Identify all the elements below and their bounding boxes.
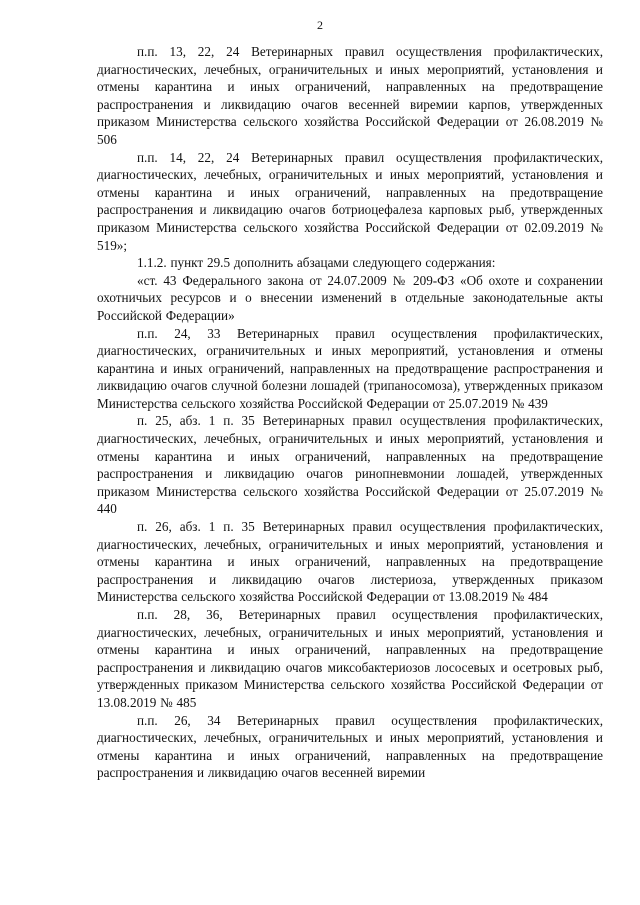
paragraph-2: п.п. 14, 22, 24 Ветеринарных правил осуществления профилактических, диагностических, лечебных, ограничительных и иных мероприятий, установления и отмены карантина и иных ограничений, направленных на предотвращение распространения и ликвидацию очагов ботриоцефалеза карповых рыб, утвержденных приказом Министерства сельского хозяйства Российской Федерации от 02.09.2019 № 519»; (97, 149, 603, 253)
document-body (97, 43, 603, 782)
paragraph-6: п. 25, абз. 1 п. 35 Ветеринарных правил осуществления профилактических, диагностических, лечебных, ограничительных и иных мероприятий, установления и отмены карантина и иных ограничений, направленных на предотвращение распространения и ликвидацию очагов ринопневмонии лошадей, утвержденных приказом Министерства сельского хозяйства Российской Федерации от 25.07.2019 № 440 (97, 413, 603, 517)
paragraph-9: п.п. 26, 34 Ветеринарных правил осуществления профилактических, диагностических, лечебных, ограничительных и иных мероприятий, установления и отмены карантина и иных ограничений, направленных на предотвращение распространения и ликвидацию очагов весенней виремии (97, 712, 603, 781)
paragraph-5: п.п. 24, 33 Ветеринарных правил осуществления профилактических, диагностических, ограничительных и иных мероприятий, установления и отмены карантина и иных ограничений, направленных на предотвращение распространения и ликвидацию очагов случной болезни лошадей (трипаносомоза), утвержденных приказом Министерства сельского хозяйства Российской Федерации от 25.07.2019 № 439 (97, 325, 603, 411)
paragraph-8: п.п. 28, 36, Ветеринарных правил осуществления профилактических, диагностических, лечебных, ограничительных и иных мероприятий, установления и отмены карантина и иных ограничений, направленных на предотвращение распространения и ликвидацию очагов миксобактериозов лососевых и осетровых рыб, утвержденных приказом Министерства сельского хозяйства Российской Федерации от 13.08.2019 № 485 (97, 607, 603, 710)
paragraph-3: 1.1.2. пункт 29.5 дополнить абзацами следующего содержания: (137, 255, 496, 271)
paragraph-4: «ст. 43 Федерального закона от 24.07.2009 № 209-ФЗ «Об охоте и сохранении охотничьих ресурсов и о внесении изменений в отдельные законодательные акты Российской Федерации» (97, 272, 603, 323)
paragraph-1: п.п. 13, 22, 24 Ветеринарных правил осуществления профилактических, диагностических, лечебных, ограничительных и иных мероприятий, установления и отмены карантина и иных ограничений, направленных на предотвращение распространения и ликвидацию очагов весенней виремии карпов, утвержденных приказом Министерства сельского хозяйства Российской Федерации от 26.08.2019 № 506 (97, 44, 603, 147)
page-number: 2 (317, 18, 323, 32)
paragraph-7: п. 26, абз. 1 п. 35 Ветеринарных правил осуществления профилактических, диагностических, лечебных, ограничительных и иных мероприятий, установления и отмены карантина и иных ограничений, направленных на предотвращение распространения и ликвидацию очагов листериоза, утвержденных приказом Министерства сельского хозяйства Российской Федерации от 13.08.2019 № 484 (97, 519, 603, 605)
